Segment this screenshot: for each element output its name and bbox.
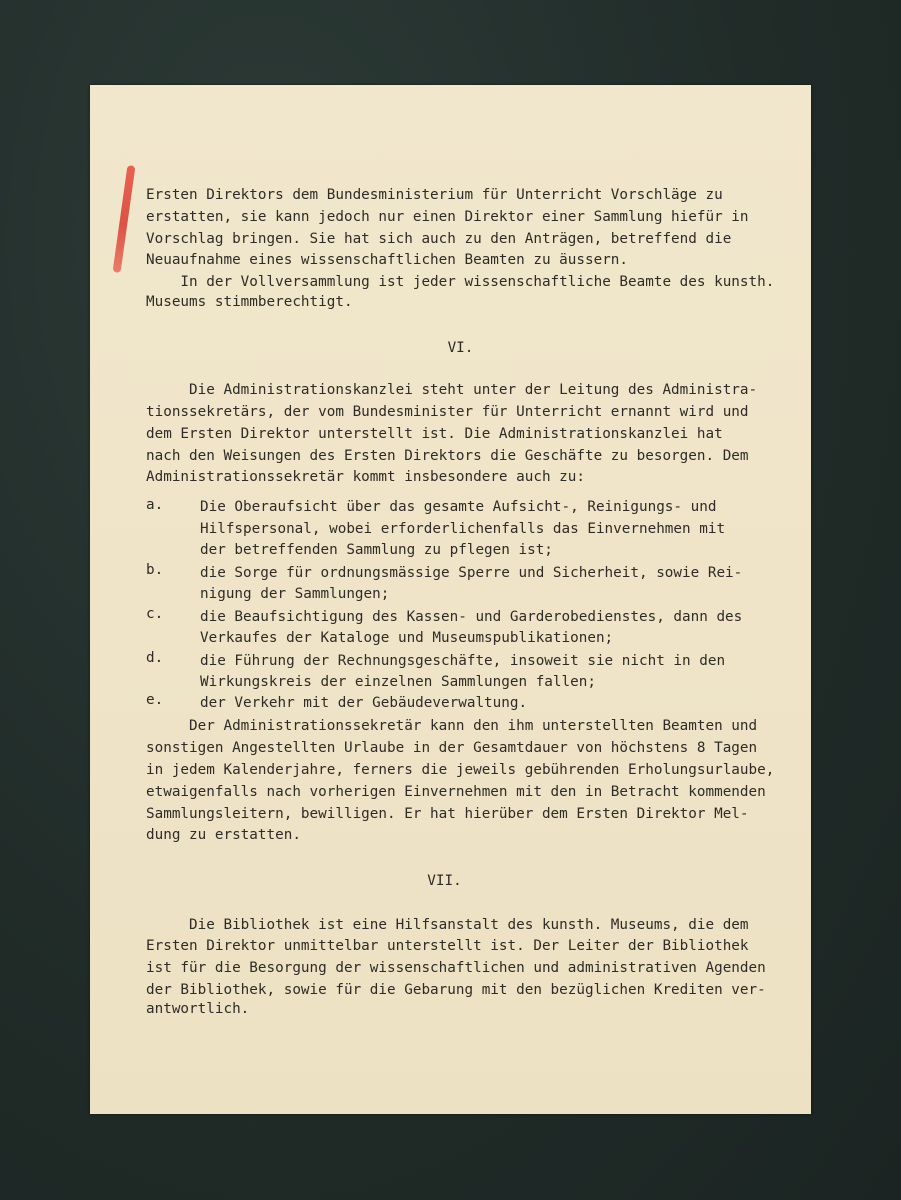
list-item-letter: e. <box>146 692 164 708</box>
vi-end-line-4: etwaigenfalls nach vorherigen Einvernehmen mit den in Betracht kommenden <box>146 784 766 800</box>
vii-line-5: antwortlich. <box>146 1001 250 1017</box>
vii-line-3: ist für die Besorgung der wissenschaftlichen und administrativen Agenden <box>146 960 766 976</box>
list-item-a-line-2: Hilfspersonal, wobei erforderlichenfalls das Einvernehmen mit <box>200 521 726 537</box>
list-item-c-line-2: Verkaufes der Kataloge und Museumspublikationen; <box>200 630 614 646</box>
vi-line-2: tionssekretärs, der vom Bundesminister für Unterricht ernannt wird und <box>146 404 749 420</box>
intro-line-3: Vorschlag bringen. Sie hat sich auch zu den Anträgen, betreffend die <box>146 231 732 247</box>
list-item-b-line-1: die Sorge für ordnungsmässige Sperre und Sicherheit, sowie Rei- <box>200 565 743 581</box>
vii-line-2: Ersten Direktor unmittelbar unterstellt ist. Der Leiter der Bibliothek <box>146 938 749 954</box>
list-item-c-line-1: die Beaufsichtigung des Kassen- und Garderobedienstes, dann des <box>200 609 743 625</box>
list-item-letter: d. <box>146 650 164 666</box>
intro-line-5: In der Vollversammlung ist jeder wissenschaftliche Beamte des kunsth. <box>146 274 775 290</box>
list-item-d-line-1: die Führung der Rechnungsgeschäfte, insoweit sie nicht in den <box>200 653 726 669</box>
vi-end-line-6: dung zu erstatten. <box>146 827 301 843</box>
vi-line-1: Die Administrationskanzlei steht unter der Leitung des Administra- <box>146 382 758 398</box>
vi-line-4: nach den Weisungen des Ersten Direktors die Geschäfte zu besorgen. Dem <box>146 448 749 464</box>
intro-line-4: Neuaufnahme eines wissenschaftlichen Beamten zu äussern. <box>146 252 629 268</box>
list-item-a-line-3: der betreffenden Sammlung zu pflegen ist; <box>200 542 553 558</box>
list-item-b-line-2: nigung der Sammlungen; <box>200 586 390 602</box>
list-item-d-line-2: Wirkungskreis der einzelnen Sammlungen fallen; <box>200 674 596 690</box>
list-item-letter: a. <box>146 497 164 513</box>
vi-end-line-1: Der Administrationssekretär kann den ihm unterstellten Beamten und <box>146 718 758 734</box>
section-heading-vi: VI. <box>447 340 474 356</box>
vi-end-line-5: Sammlungsleitern, bewilligen. Er hat hierüber dem Ersten Direktor Mel- <box>146 806 749 822</box>
section-heading-vii: VII. <box>427 873 462 889</box>
vii-line-4: der Bibliothek, sowie für die Gebarung mit den bezüglichen Krediten ver- <box>146 982 766 998</box>
vi-line-5: Administrationssekretär kommt insbesondere auch zu: <box>146 469 585 485</box>
list-item-letter: c. <box>146 606 164 622</box>
vi-end-line-2: sonstigen Angestellten Urlaube in der Gesamtdauer von höchstens 8 Tagen <box>146 740 758 756</box>
list-item-e-line-1: der Verkehr mit der Gebäudeverwaltung. <box>200 695 528 711</box>
intro-line-6: Museums stimmberechtigt. <box>146 294 353 310</box>
list-item-a-line-1: Die Oberaufsicht über das gesamte Aufsicht-, Reinigungs- und <box>200 499 717 515</box>
vi-line-3: dem Ersten Direktor unterstellt ist. Die Administrationskanzlei hat <box>146 426 723 442</box>
document-page <box>90 85 811 1114</box>
vii-line-1: Die Bibliothek ist eine Hilfsanstalt des kunsth. Museums, die dem <box>146 917 749 933</box>
intro-line-1: Ersten Direktors dem Bundesministerium für Unterricht Vorschläge zu <box>146 187 723 203</box>
vi-end-line-3: in jedem Kalenderjahre, ferners die jeweils gebührenden Erholungsurlaube, <box>146 762 775 778</box>
list-item-letter: b. <box>146 562 164 578</box>
red-pencil-mark <box>113 165 136 273</box>
intro-line-2: erstatten, sie kann jedoch nur einen Direktor einer Sammlung hiefür in <box>146 209 749 225</box>
